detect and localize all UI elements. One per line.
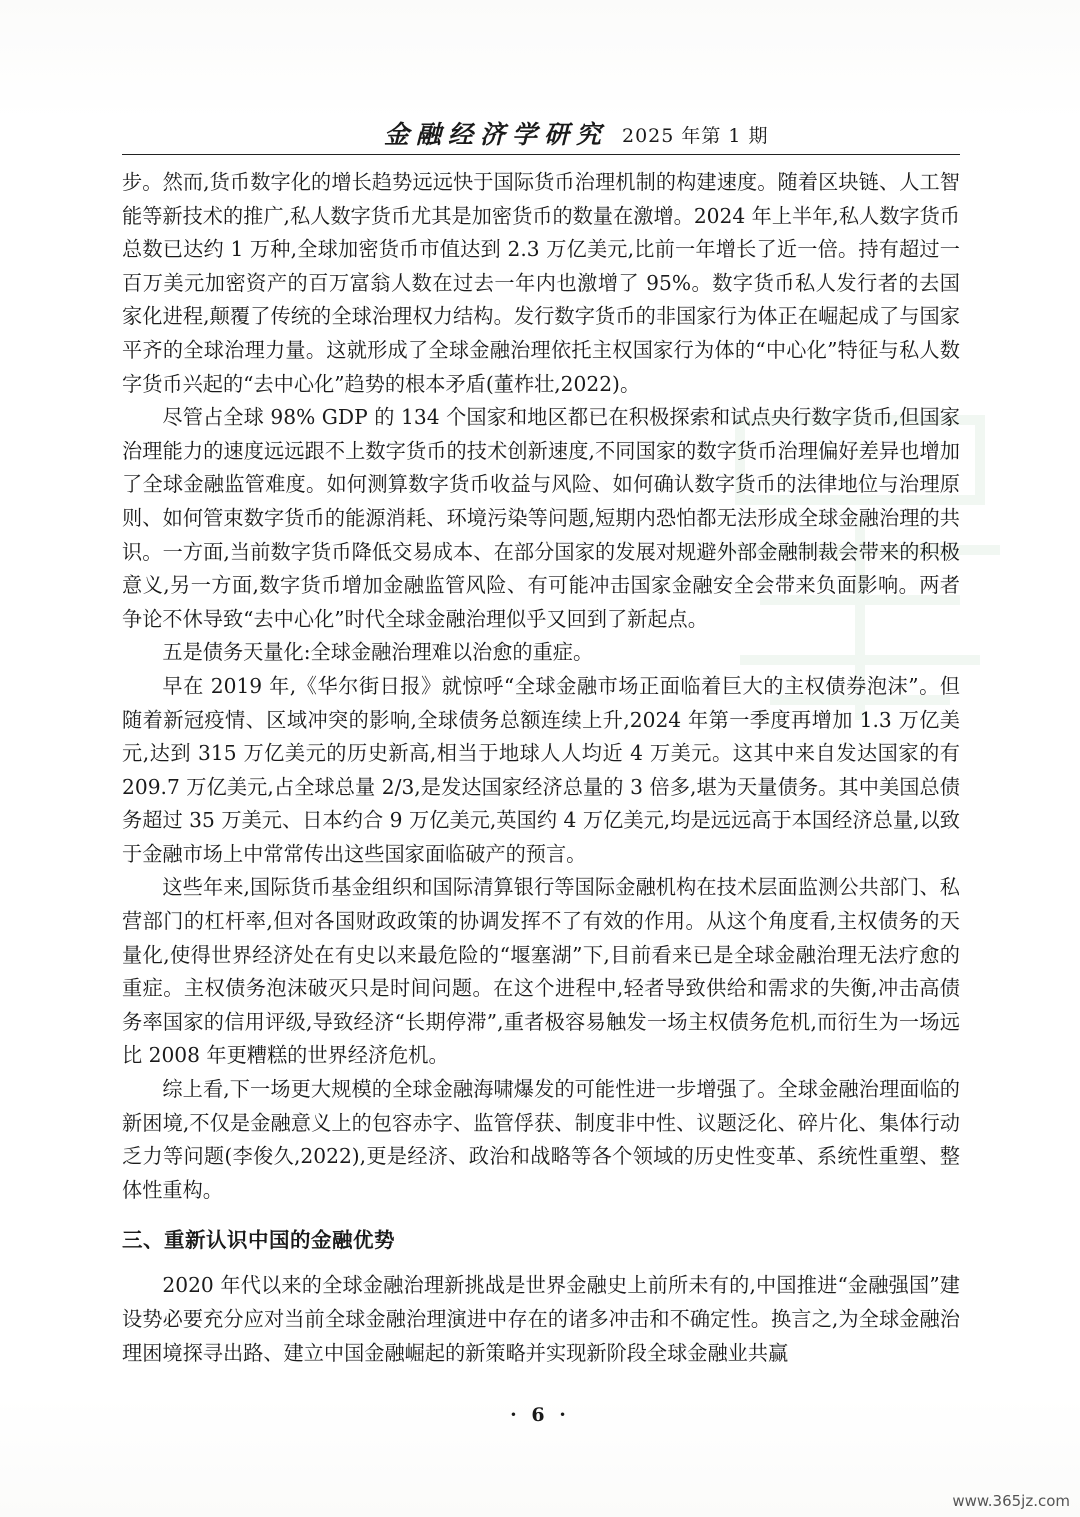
section-heading: 三、重新认识中国的金融优势 <box>122 1228 395 1253</box>
issue-label: 2025 年第 1 期 <box>622 125 769 147</box>
running-header <box>122 118 960 155</box>
paragraph: 尽管占全球 98% GDP 的 134 个国家和地区都已在积极探索和试点央行数字货币,但国家治理能力的速度远远跟不上数字货币的技术创新速度,不同国家的数字货币治理偏好差异也增加了全球金融监管难度。如何测算数字货币收益与风险、如何确认数字货币的法律地位与治理原则、如何管束数字货币的能源消耗、环境污染等问题,短期内恐怕都无法形成全球金融治理的共识。一方面,当前数字货币降低交易成本、在部分国家的发展对规避外部金融制裁会带来的积极意义,另一方面,数字货币增加金融监管风险、有可能冲击国家金融安全会带来负面影响。两者争论不休导致“去中心化”时代全球金融治理似乎又回到了新起点。 <box>122 405 960 631</box>
paragraph: 2020 年代以来的全球金融治理新挑战是世界金融史上前所未有的,中国推进“金融强国”建设势必要充分应对当前全球金融治理演进中存在的诸多冲击和不确定性。换言之,为全球金融治理困境探寻出路、建立中国金融崛起的新策略并实现新阶段全球金融业共赢 <box>122 1273 960 1365</box>
page-number: · 6 · <box>510 1404 570 1426</box>
paragraph: 五是债务天量化:全球金融治理难以治愈的重症。 <box>162 640 594 665</box>
paragraph: 综上看,下一场更大规模的全球金融海啸爆发的可能性进一步增强了。全球金融治理面临的新困境,不仅是金融意义上的包容赤字、监管俘获、制度非中性、议题泛化、碎片化、集体行动乏力等问题(李俊久,2022),更是经济、政治和战略等各个领域的历史性变革、系统性重塑、整体性重构。 <box>122 1077 960 1202</box>
paragraph: 这些年来,国际货币基金组织和国际清算银行等国际金融机构在技术层面监测公共部门、私营部门的杠杆率,但对各国财政政策的协调发挥不了有效的作用。从这个角度看,主权债务的天量化,使得世界经济处在有史以来最危险的“堰塞湖”下,目前看来已是全球金融治理无法疗愈的重症。主权债务泡沫破灭只是时间问题。在这个进程中,轻者导致供给和需求的失衡,冲击高债务率国家的信用评级,导致经济“长期停滞”,重者极容易触发一场主权债务危机,而衍生为一场远比 2008 年更糟糕的世界经济危机。 <box>122 875 960 1068</box>
journal-name: 金融经济学研究 <box>384 120 609 149</box>
paragraph: 步。然而,货币数字化的增长趋势远远快于国际货币治理机制的构建速度。随着区块链、人工智能等新技术的推广,私人数字货币尤其是加密货币的数量在激增。2024 年上半年,私人数字货币总数已达约 1 万种,全球加密货币市值达到 2.3 万亿美元,比前一年增长了近一倍。持有超过一百万美元加密资产的百万富翁人数在过去一年内也激增了 95%。数字货币私人发行者的去国家化进程,颠覆了传统的全球治理权力结构。发行数字货币的非国家行为体正在崛起成了与国家平齐的全球治理力量。这就形成了全球金融治理依托主权国家行为体的“中心化”特征与私人数字货币兴起的“去中心化”趋势的根本矛盾(董柞壮,2022)。 <box>122 170 960 396</box>
site-watermark: www.365jz.com <box>952 1492 1070 1510</box>
paragraph: 早在 2019 年,《华尔街日报》就惊呼“全球金融市场正面临着巨大的主权债券泡沫”。但随着新冠疫情、区域冲突的影响,全球债务总额连续上升,2024 年第一季度再增加 1.3 万亿美元,达到 315 万亿美元的历史新高,相当于地球人人均近 4 万美元。这其中来自发达国家的有 209.7 万亿美元,占全球总量 2/3,是发达国家经济总量的 3 倍多,堪为天量债务。其中美国总债务超过 35 万美元、日本约合 9 万亿美元,英国约 4 万亿美元,均是远远高于本国经济总量,以致于金融市场上中常常传出这些国家面临破产的预言。 <box>122 673 960 866</box>
article-body <box>122 166 960 1370</box>
